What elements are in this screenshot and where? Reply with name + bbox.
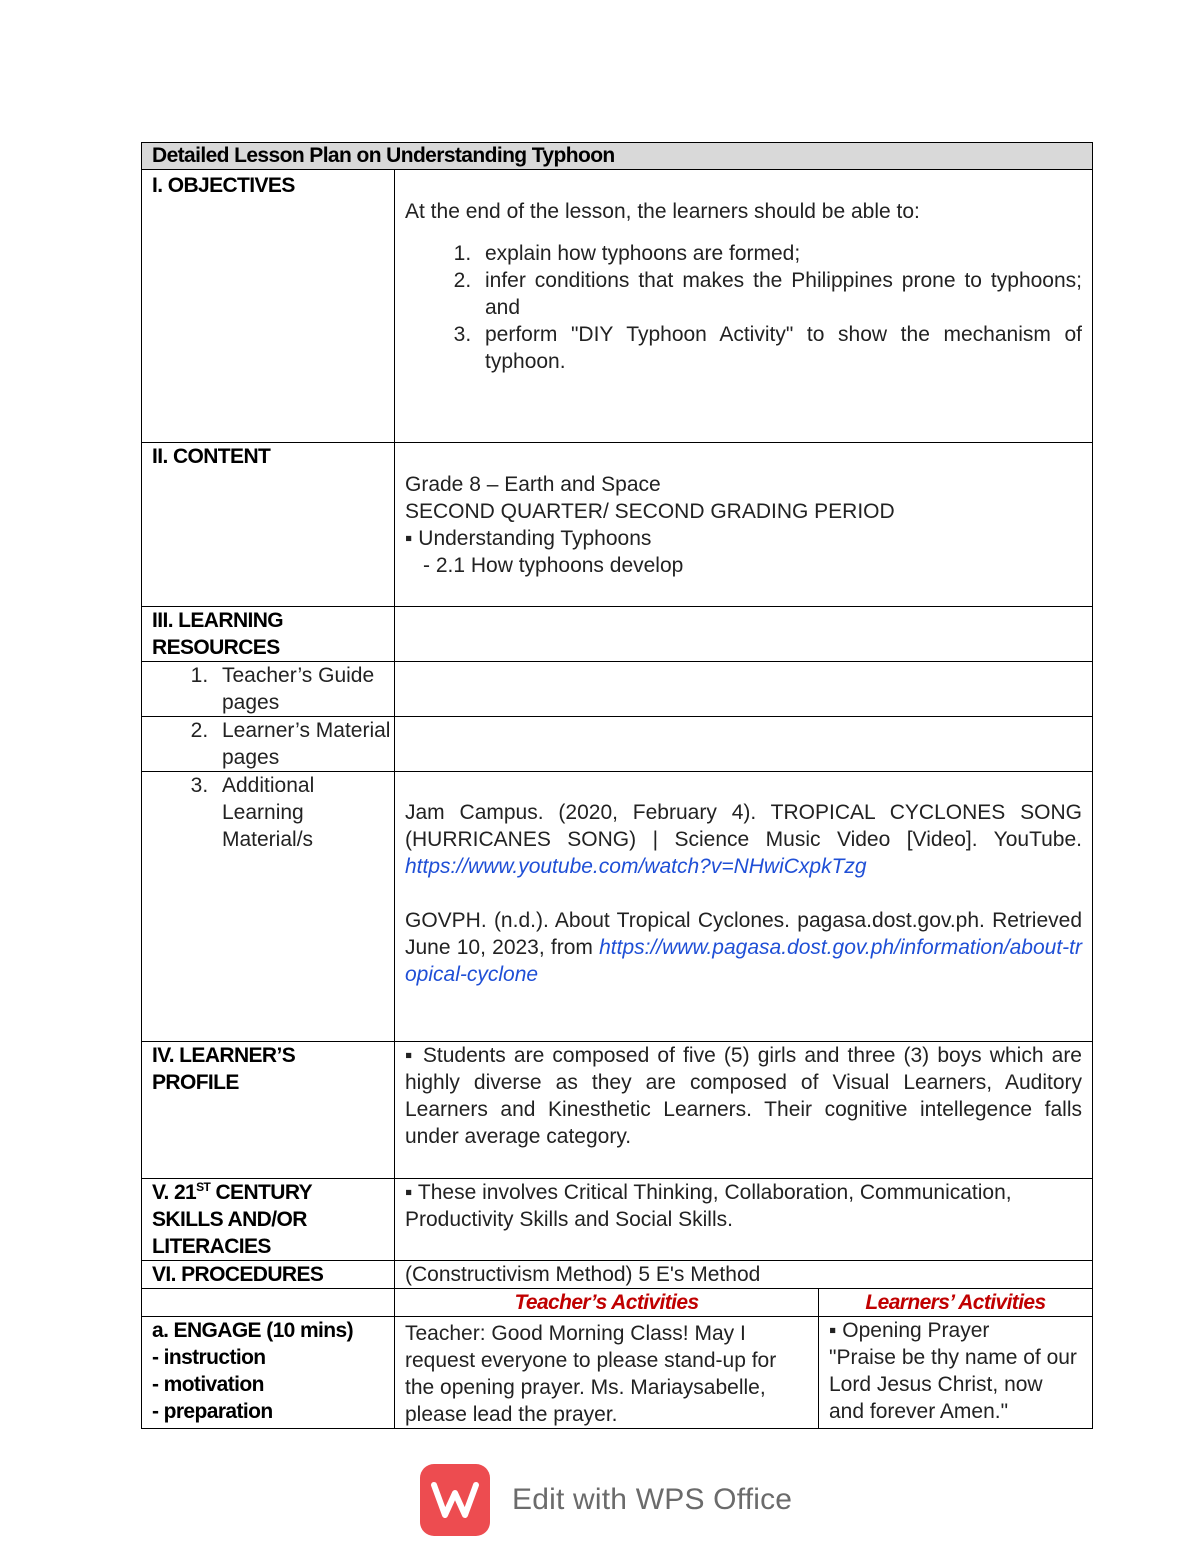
resource-empty-cell [395, 662, 1093, 717]
engage-label: a. ENGAGE (10 mins) [152, 1319, 353, 1342]
objectives-label: I. OBJECTIVES [142, 170, 395, 443]
reference-2 [405, 907, 1082, 988]
content-line: - 2.1 How typhoons develop [423, 554, 684, 577]
resource-empty-cell [395, 717, 1093, 772]
resource-item: 2. Learner’s Material pages [214, 717, 394, 771]
lesson-plan-table [141, 142, 1093, 1429]
content-line: Grade 8 – Earth and Space [405, 473, 661, 496]
activities-header-empty [142, 1289, 395, 1317]
engage-row [142, 1317, 1093, 1429]
reference-1 [405, 799, 1082, 880]
content-line: ▪ Understanding Typhoons [405, 527, 652, 550]
skills-label-sup: ST [196, 1180, 211, 1194]
wps-edit-text: Edit with WPS Office [512, 1483, 793, 1516]
objective-item: 3. perform "DIY Typhoon Activity" to show the mechanism of typhoon. [477, 321, 1082, 375]
objectives-list [405, 240, 1082, 375]
wps-logo-icon [420, 1464, 490, 1536]
reference-2-link[interactable]: https://www.pagasa.dost.gov.ph/information/about-tropical-cyclone [405, 936, 1082, 986]
resources-row [142, 607, 1093, 662]
skills-label [142, 1179, 395, 1261]
engage-teacher-text: Teacher: Good Morning Class! May I request everyone to please stand-up for the opening prayer. Ms. Mariaysabelle, please lead the prayer. [395, 1317, 819, 1429]
learner-activities-header: Learners’ Activities [819, 1289, 1093, 1317]
objective-item: 2. infer conditions that makes the Philippines prone to typhoons; and [477, 267, 1082, 321]
content-label: II. CONTENT [142, 443, 395, 607]
objectives-row [142, 170, 1093, 443]
skills-label-post: CENTURY SKILLS AND/OR LITERACIES [152, 1181, 312, 1258]
resource-item-cell [142, 772, 395, 1042]
profile-label: IV. LEARNER’S PROFILE [142, 1042, 395, 1179]
title-row [142, 143, 1093, 170]
objective-item: 1. explain how typhoons are formed; [477, 240, 1082, 267]
skills-label-pre: V. 21 [152, 1181, 197, 1204]
resources-label: III. LEARNING RESOURCES [142, 607, 395, 662]
resource-learner-material-row [142, 717, 1093, 772]
resource-additional-row [142, 772, 1093, 1042]
content-cell [395, 443, 1093, 607]
teacher-activities-header: Teacher’s Activities [395, 1289, 819, 1317]
reference-1-text: Jam Campus. (2020, February 4). TROPICAL CYCLONES SONG (HURRICANES SONG) | Science Music Video [Video]. YouTube. [405, 801, 1082, 851]
procedures-text: (Constructivism Method) 5 E's Method [395, 1261, 1093, 1289]
engage-learner-line-2: "Praise be thy name of our Lord Jesus Christ, now and forever Amen." [829, 1346, 1077, 1423]
page-title: Detailed Lesson Plan on Understanding Typhoon [142, 143, 1093, 170]
profile-row [142, 1042, 1093, 1179]
engage-sub-item: - preparation [152, 1400, 273, 1423]
engage-label-cell [142, 1317, 395, 1429]
resource-teacher-guide-row [142, 662, 1093, 717]
content-line: SECOND QUARTER/ SECOND GRADING PERIOD [405, 500, 895, 523]
engage-sub-item: - motivation [152, 1373, 264, 1396]
engage-sub-item: - instruction [152, 1346, 266, 1369]
engage-learner-line-1: ▪ Opening Prayer [829, 1319, 990, 1342]
engage-learner-cell [819, 1317, 1093, 1429]
content-row [142, 443, 1093, 607]
activities-header-row [142, 1289, 1093, 1317]
reference-1-link[interactable]: https://www.youtube.com/watch?v=NHwiCxpkTzg [405, 855, 867, 878]
objectives-cell [395, 170, 1093, 443]
resource-item: 3. Additional Learning Material/s [214, 772, 394, 853]
wps-watermark[interactable] [420, 1464, 792, 1536]
skills-text: ▪ These involves Critical Thinking, Collaboration, Communication, Productivity Skills and Social Skills. [395, 1179, 1093, 1261]
procedures-label: VI. PROCEDURES [142, 1261, 395, 1289]
objectives-intro: At the end of the lesson, the learners should be able to: [405, 200, 920, 223]
procedures-row [142, 1261, 1093, 1289]
resource-item-cell [142, 717, 395, 772]
reference-2-text: GOVPH. (n.d.). About Tropical Cyclones. pagasa.dost.gov.ph. Retrieved June 10, 2023, from [405, 909, 1082, 959]
skills-row [142, 1179, 1093, 1261]
profile-text: ▪ Students are composed of five (5) girls and three (3) boys which are highly diverse as they are composed of Visual Learners, Auditory Learners and Kinesthetic Learners. Their cognitive intellegence falls under average category. [395, 1042, 1093, 1179]
references-cell [395, 772, 1093, 1042]
resource-item: 1. Teacher’s Guide pages [214, 662, 394, 716]
resource-item-cell [142, 662, 395, 717]
resources-empty-cell [395, 607, 1093, 662]
